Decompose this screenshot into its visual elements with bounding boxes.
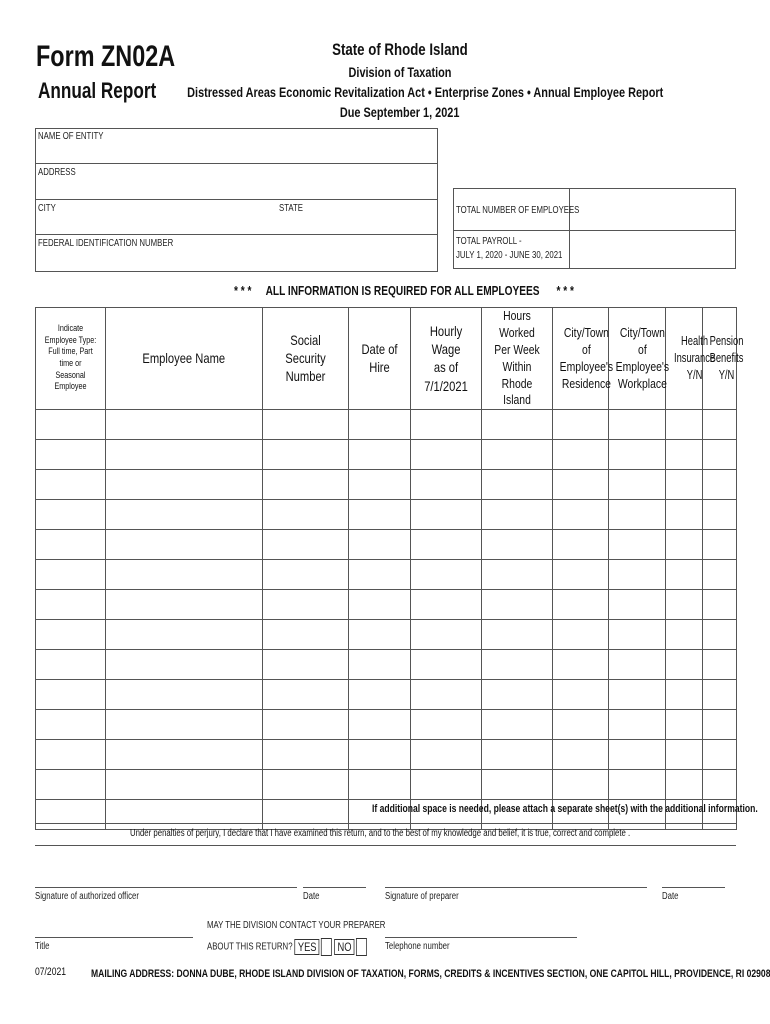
table-cell[interactable] — [482, 410, 553, 440]
mailing-address: MAILING ADDRESS: DONNA DUBE, RHODE ISLAND DIVISION OF TAXATION, FORMS, CREDITS & INCENTIVES SECTION, ONE CAPITOL HILL, PROVIDENCE, RI 02908 — [91, 968, 770, 980]
title-line[interactable] — [35, 937, 193, 938]
table-cell[interactable] — [349, 590, 411, 620]
table-header-row — [36, 308, 737, 410]
totals-box — [453, 188, 736, 269]
table-cell[interactable] — [482, 680, 553, 710]
table-cell[interactable] — [411, 620, 482, 650]
table-cell[interactable] — [553, 440, 609, 470]
table-cell[interactable] — [609, 470, 666, 500]
table-cell[interactable] — [703, 650, 737, 680]
table-cell[interactable] — [36, 620, 106, 650]
table-cell[interactable] — [349, 620, 411, 650]
table-cell[interactable] — [349, 440, 411, 470]
table-cell[interactable] — [349, 410, 411, 440]
table-cell[interactable] — [553, 500, 609, 530]
due-date: Due September 1, 2021 — [340, 104, 460, 120]
table-cell[interactable] — [482, 440, 553, 470]
table-cell[interactable] — [263, 800, 349, 830]
table-cell[interactable] — [482, 650, 553, 680]
table-cell[interactable] — [609, 740, 666, 770]
table-cell[interactable] — [106, 740, 263, 770]
table-cell[interactable] — [36, 410, 106, 440]
table-cell[interactable] — [553, 710, 609, 740]
table-cell[interactable] — [609, 530, 666, 560]
table-cell[interactable] — [106, 440, 263, 470]
table-cell[interactable] — [263, 590, 349, 620]
city-state-field[interactable] — [35, 199, 438, 234]
table-cell[interactable] — [36, 710, 106, 740]
col-employee-name: Employee Name — [106, 308, 263, 410]
table-cell[interactable] — [703, 560, 737, 590]
yes-label: YES — [295, 939, 320, 955]
table-cell[interactable] — [666, 590, 703, 620]
table-cell[interactable] — [666, 440, 703, 470]
fein-field[interactable] — [35, 234, 438, 272]
table-cell[interactable] — [666, 530, 703, 560]
table-row — [36, 560, 737, 590]
officer-signature-label: Signature of authorized officer — [35, 891, 139, 902]
address-label: ADDRESS — [38, 167, 76, 178]
table-cell[interactable] — [482, 620, 553, 650]
table-cell[interactable] — [106, 470, 263, 500]
table-cell[interactable] — [703, 530, 737, 560]
table-cell[interactable] — [703, 770, 737, 800]
table-cell[interactable] — [703, 500, 737, 530]
state-heading: State of Rhode Island — [332, 40, 468, 59]
table-row — [36, 770, 737, 800]
table-cell[interactable] — [263, 710, 349, 740]
employee-table — [35, 307, 744, 830]
table-cell[interactable] — [609, 500, 666, 530]
table-cell[interactable] — [411, 500, 482, 530]
table-cell[interactable] — [666, 770, 703, 800]
preparer-date-label: Date — [662, 891, 679, 902]
table-row — [36, 440, 737, 470]
col-health-insurance: Health Insurance Y/N — [666, 308, 703, 410]
table-cell[interactable] — [349, 470, 411, 500]
table-cell[interactable] — [36, 740, 106, 770]
table-cell[interactable] — [703, 590, 737, 620]
table-cell[interactable] — [411, 530, 482, 560]
additional-space-note: If additional space is needed, please attach a separate sheet(s) with the additional information. — [372, 803, 758, 815]
table-cell[interactable] — [106, 560, 263, 590]
table-cell[interactable] — [553, 560, 609, 590]
table-cell[interactable] — [666, 500, 703, 530]
table-cell[interactable] — [703, 740, 737, 770]
table-cell[interactable] — [349, 770, 411, 800]
form-number: Form ZN02A — [36, 40, 176, 73]
revision-date: 07/2021 — [35, 966, 67, 978]
table-cell[interactable] — [106, 680, 263, 710]
table-cell[interactable] — [263, 770, 349, 800]
table-cell[interactable] — [36, 770, 106, 800]
table-cell[interactable] — [482, 560, 553, 590]
fein-label: FEDERAL IDENTIFICATION NUMBER — [38, 238, 174, 249]
telephone-line[interactable] — [385, 937, 577, 938]
table-row — [36, 620, 737, 650]
table-cell[interactable] — [703, 710, 737, 740]
table-cell[interactable] — [609, 410, 666, 440]
table-cell[interactable] — [482, 590, 553, 620]
table-cell[interactable] — [349, 710, 411, 740]
table-cell[interactable] — [263, 500, 349, 530]
col-pension: Pension Benefits Y/N — [703, 308, 737, 410]
preparer-signature-label: Signature of preparer — [385, 891, 459, 902]
col-workplace: City/Town of Employee's Workplace — [609, 308, 666, 410]
table-cell[interactable] — [106, 800, 263, 830]
table-row — [36, 530, 737, 560]
table-cell[interactable] — [36, 440, 106, 470]
table-cell[interactable] — [553, 410, 609, 440]
total-employees-label: TOTAL NUMBER OF EMPLOYEES — [456, 205, 580, 216]
total-payroll-input[interactable] — [571, 232, 733, 267]
table-row — [36, 710, 737, 740]
table-cell[interactable] — [263, 560, 349, 590]
table-cell[interactable] — [106, 410, 263, 440]
table-row — [36, 650, 737, 680]
table-cell[interactable] — [263, 680, 349, 710]
table-cell[interactable] — [553, 620, 609, 650]
table-cell[interactable] — [263, 470, 349, 500]
table-cell[interactable] — [666, 620, 703, 650]
table-row — [36, 590, 737, 620]
table-cell[interactable] — [703, 680, 737, 710]
table-cell[interactable] — [36, 590, 106, 620]
total-payroll-label: TOTAL PAYROLL - — [456, 236, 522, 247]
table-cell[interactable] — [349, 680, 411, 710]
table-cell[interactable] — [666, 680, 703, 710]
preparer-date-line[interactable] — [662, 887, 725, 888]
table-cell[interactable] — [263, 530, 349, 560]
table-cell[interactable] — [482, 470, 553, 500]
table-row — [36, 680, 737, 710]
table-cell[interactable] — [36, 530, 106, 560]
table-cell[interactable] — [411, 470, 482, 500]
table-cell[interactable] — [349, 650, 411, 680]
act-heading: Distressed Areas Economic Revitalization Act • Enterprise Zones • Annual Employee Report — [187, 84, 664, 100]
col-hire-date: Date of Hire — [349, 308, 411, 410]
table-cell[interactable] — [263, 620, 349, 650]
table-cell[interactable] — [411, 560, 482, 590]
payroll-period: JULY 1, 2020 - JUNE 30, 2021 — [456, 250, 563, 261]
table-cell[interactable] — [106, 500, 263, 530]
col-hours-worked: Hours Worked Per Week Within Rhode Island — [482, 308, 553, 410]
table-cell[interactable] — [666, 410, 703, 440]
table-cell[interactable] — [411, 770, 482, 800]
table-row — [36, 500, 737, 530]
table-cell[interactable] — [411, 410, 482, 440]
table-cell[interactable] — [263, 440, 349, 470]
table-cell[interactable] — [703, 470, 737, 500]
table-cell[interactable] — [36, 470, 106, 500]
table-cell[interactable] — [482, 770, 553, 800]
table-row — [36, 740, 737, 770]
no-label: NO — [334, 939, 354, 955]
table-cell[interactable] — [106, 770, 263, 800]
table-cell[interactable] — [703, 620, 737, 650]
table-cell[interactable] — [411, 590, 482, 620]
total-employees-input[interactable] — [571, 191, 733, 228]
table-cell[interactable] — [411, 650, 482, 680]
table-cell[interactable] — [666, 710, 703, 740]
table-cell[interactable] — [553, 590, 609, 620]
table-cell[interactable] — [609, 440, 666, 470]
table-cell[interactable] — [349, 560, 411, 590]
col-employee-type: Indicate Employee Type: Full time, Part time or Seasonal Employee — [36, 308, 106, 410]
table-row — [36, 470, 737, 500]
yes-checkbox[interactable] — [321, 938, 332, 956]
table-cell[interactable] — [666, 560, 703, 590]
divider — [35, 823, 736, 824]
table-cell[interactable] — [106, 530, 263, 560]
table-cell[interactable] — [553, 740, 609, 770]
officer-date-line[interactable] — [303, 887, 366, 888]
table-cell[interactable] — [666, 470, 703, 500]
table-cell[interactable] — [609, 620, 666, 650]
table-cell[interactable] — [609, 710, 666, 740]
table-cell[interactable] — [411, 680, 482, 710]
table-row — [36, 410, 737, 440]
table-cell[interactable] — [36, 800, 106, 830]
table-cell[interactable] — [263, 740, 349, 770]
table-cell[interactable] — [609, 560, 666, 590]
table-cell[interactable] — [703, 410, 737, 440]
col-residence: City/Town of Employee's Residence — [553, 308, 609, 410]
table-cell[interactable] — [106, 620, 263, 650]
table-cell[interactable] — [553, 650, 609, 680]
col-hourly-wage: Hourly Wage as of 7/1/2021 — [411, 308, 482, 410]
table-cell[interactable] — [553, 530, 609, 560]
table-cell[interactable] — [553, 680, 609, 710]
no-checkbox[interactable] — [356, 938, 367, 956]
table-cell[interactable] — [666, 650, 703, 680]
table-cell[interactable] — [349, 740, 411, 770]
entity-name-field[interactable] — [35, 128, 438, 163]
table-cell[interactable] — [106, 650, 263, 680]
table-cell[interactable] — [349, 500, 411, 530]
table-cell[interactable] — [106, 590, 263, 620]
divider — [35, 845, 736, 846]
table-cell[interactable] — [411, 710, 482, 740]
required-notice: * * * ALL INFORMATION IS REQUIRED FOR ALL EMPLOYEES * * * — [234, 283, 574, 298]
preparer-signature-line[interactable] — [385, 887, 647, 888]
title-label: Title — [35, 941, 50, 952]
address-field[interactable] — [35, 163, 438, 199]
table-cell[interactable] — [482, 710, 553, 740]
table-cell[interactable] — [666, 740, 703, 770]
table-cell[interactable] — [553, 770, 609, 800]
table-cell[interactable] — [411, 440, 482, 470]
contact-question-2: ABOUT THIS RETURN? YES NO — [207, 938, 367, 956]
table-cell[interactable] — [482, 530, 553, 560]
table-cell[interactable] — [106, 710, 263, 740]
table-cell[interactable] — [482, 500, 553, 530]
table-cell[interactable] — [609, 590, 666, 620]
form-subtitle: Annual Report — [38, 78, 157, 103]
officer-date-label: Date — [303, 891, 320, 902]
table-cell[interactable] — [609, 680, 666, 710]
table-cell[interactable] — [36, 650, 106, 680]
state-label: STATE — [279, 203, 303, 214]
table-cell[interactable] — [553, 470, 609, 500]
table-cell[interactable] — [36, 500, 106, 530]
city-label: CITY — [38, 203, 56, 214]
table-cell[interactable] — [482, 740, 553, 770]
table-cell[interactable] — [703, 440, 737, 470]
table-cell[interactable] — [36, 560, 106, 590]
table-cell[interactable] — [36, 680, 106, 710]
table-cell[interactable] — [263, 650, 349, 680]
entity-name-label: NAME OF ENTITY — [38, 131, 104, 142]
table-cell[interactable] — [411, 740, 482, 770]
division-heading: Division of Taxation — [348, 64, 452, 80]
telephone-label: Telephone number — [385, 941, 450, 952]
officer-signature-line[interactable] — [35, 887, 297, 888]
contact-question: MAY THE DIVISION CONTACT YOUR PREPARER — [207, 920, 386, 931]
table-cell[interactable] — [349, 530, 411, 560]
perjury-statement: Under penalties of perjury, I declare that I have examined this return, and to the best of my knowledge and belief, it is true, correct and complete . — [130, 828, 631, 839]
table-cell[interactable] — [609, 770, 666, 800]
table-cell[interactable] — [263, 410, 349, 440]
col-ssn: Social Security Number — [263, 308, 349, 410]
table-cell[interactable] — [609, 650, 666, 680]
